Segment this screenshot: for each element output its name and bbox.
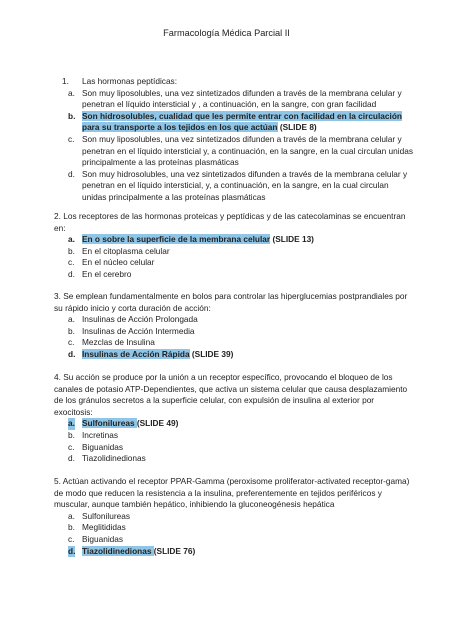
option-text: Tiazolidinedionas <box>82 453 146 464</box>
option <box>0 522 453 534</box>
option <box>0 314 453 326</box>
option-letter: a. <box>68 87 75 98</box>
slide-reference: (SLIDE 8) <box>279 122 317 133</box>
slide-reference: (SLIDE 49) <box>136 418 179 429</box>
option-correct <box>0 418 453 430</box>
option <box>0 453 453 465</box>
option <box>0 88 453 111</box>
option-letter: c. <box>68 257 75 268</box>
option-letter: c. <box>68 533 75 544</box>
option-letter: d. <box>68 268 75 279</box>
slide-reference: (SLIDE 13) <box>272 234 314 245</box>
option-letter: b. <box>68 110 76 121</box>
option-text: En el citoplasma celular <box>82 245 170 256</box>
question-stem: 5. Actúan activando el receptor PPAR-Gamma (peroxisome proliferator-activated receptor-gama) de modo que reducen la resistencia a la insulina, preferentemente en tejidos periféricos y muscular, aunque también hepático, inhibiendo la gluconeogénesis hepática <box>54 476 410 510</box>
option-letter: a. <box>68 510 75 521</box>
option-text: Insulinas de Acción Prolongada <box>82 314 198 325</box>
page-title: Farmacología Médica Parcial II <box>163 28 290 38</box>
option-letter: b. <box>68 522 75 533</box>
option-letter: b. <box>68 325 75 336</box>
question-5 <box>0 476 453 557</box>
option-letter: d. <box>68 453 75 464</box>
option-text: Biguanidas <box>82 533 124 544</box>
option-letter: d. <box>68 348 76 359</box>
option <box>0 134 453 169</box>
highlighted-answer: En o sobre la superficie de la membrana celular <box>82 234 271 245</box>
option-text: Insulinas de Acción Intermedia <box>82 325 195 336</box>
question-3 <box>0 291 453 361</box>
option <box>0 511 453 523</box>
slide-reference: (SLIDE 76) <box>153 545 196 556</box>
option-letter: c. <box>68 441 75 452</box>
highlighted-answer: Insulinas de Acción Rápida <box>82 348 190 359</box>
option-text: Biguanidas <box>82 441 124 452</box>
option <box>0 430 453 442</box>
question-stem: 3. Se emplean fundamentalmente en bolos para controlar las hiperglucemias postprandiales por su rápido inicio y corta duración de acción: <box>54 291 408 313</box>
option-letter: c. <box>68 337 75 348</box>
highlighted-answer: Sulfonilureas <box>82 418 137 429</box>
option <box>0 534 453 546</box>
option-text: Sulfonilureas <box>82 510 130 521</box>
option-letter: a. <box>68 314 75 325</box>
highlighted-answer: Son hidrosolubles, cualidad que les permite entrar con facilidad en la circulación para su transporte a los tejidos en los que actúan <box>82 110 402 133</box>
option-text: Meglitididas <box>82 522 126 533</box>
option-correct <box>0 546 453 558</box>
option-text: Incretinas <box>82 429 118 440</box>
option-letter: d. <box>68 545 76 556</box>
option-letter: c. <box>68 133 75 144</box>
question-stem: Las hormonas peptídicas: <box>82 76 178 86</box>
question-number: 1. <box>62 76 69 86</box>
option <box>0 246 453 258</box>
option-correct <box>0 349 453 361</box>
option <box>0 169 453 204</box>
question-4 <box>0 372 453 465</box>
option-letter: b. <box>68 245 75 256</box>
option-correct <box>0 111 453 134</box>
question-stem: 2. Los receptores de las hormonas proteicas y peptídicas y de las catecolaminas se encuentran en: <box>54 211 406 233</box>
question-2 <box>0 211 453 281</box>
highlighted-answer: Tiazolidinedionas <box>82 545 154 556</box>
option <box>0 257 453 269</box>
option-text: En el cerebro <box>82 268 132 279</box>
option-text: En el núcleo celular <box>82 257 155 268</box>
option-text: Son muy hidrosolubles, una vez sintetizados difunden a través de la membrana celular y penetran en el líquido intersticial, y, a continuación, en la sangre, en la cual circulan unidas principalmente a las proteínas plasmáticas <box>82 168 408 202</box>
option-letter: d. <box>68 168 75 179</box>
question-stem: 4. Su acción se produce por la unión a un receptor específico, provocando el bloqueo de los canales de potasio ATP-Dependientes, que activa un sistema celular que causa desplazamiento de los gránulos secretos a la superficie celular, con expulsión de insulina al exterior por exocitosis: <box>54 372 408 417</box>
question-1 <box>0 76 453 204</box>
option-letter: a. <box>68 234 75 245</box>
option-correct <box>0 234 453 246</box>
option <box>0 269 453 281</box>
option <box>0 337 453 349</box>
option <box>0 442 453 454</box>
option <box>0 326 453 338</box>
option-text: Son muy liposolubles, una vez sintetizados difunden a través de la membrana celular y penetran en el líquido intersticial y, a continuación, en la sangre, en la cual circulan unidas principalmente a las proteínas plasmáticas <box>82 133 414 168</box>
option-letter: b. <box>68 429 75 440</box>
option-text: Son muy liposolubles, una vez sintetizados difunden a través de la membrana celular y penetran el líquido intersticial y , a continuación, en la sangre, con gran facilidad <box>82 87 402 110</box>
slide-reference: (SLIDE 39) <box>191 348 234 359</box>
option-text: Mezclas de Insulina <box>82 337 155 348</box>
option-letter: a. <box>68 418 75 429</box>
